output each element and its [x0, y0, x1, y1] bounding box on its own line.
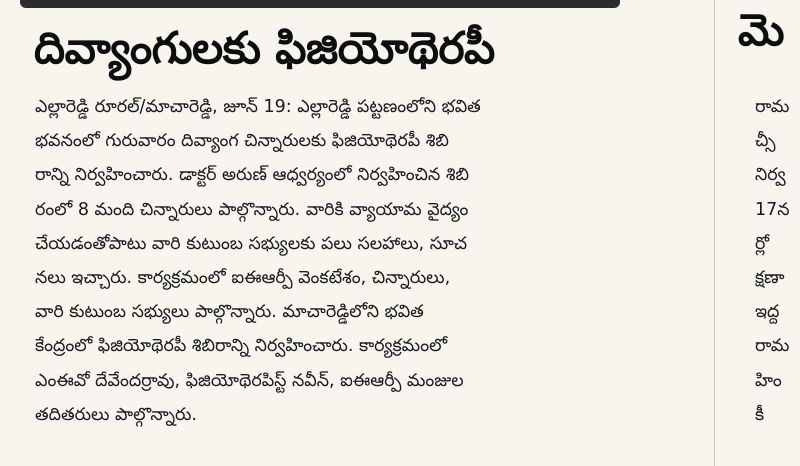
body-line: కేంద్రంలో ఫిజియోథెరపీ శిబిరాన్ని నిర్వహించారు. కార్యక్రమంలో [35, 336, 448, 357]
body-line: రంలో 8 మంది చిన్నారులు పాల్గొన్నారు. వారికి వ్యాయామ వైద్యం [35, 199, 469, 220]
adjacent-line: హిం [755, 370, 782, 391]
cropped-previous-headline [20, 0, 630, 10]
body-line: నలు ఇచ్చారు. కార్యక్రమంలో ఐఈఆర్పీ వెంకటేశం, చిన్నారులు, [35, 268, 451, 289]
adjacent-line: క్షణా [755, 268, 785, 289]
column-divider [714, 0, 715, 466]
adjacent-line: చ్సీ [755, 131, 776, 152]
body-line: ఎంఈవో దేవేందర్రావు, ఫిజియోథెరపిస్ట్ నవీన్, ఐఈఆర్పీ మంజుల [35, 370, 464, 391]
body-line: చేయడంతోపాటు వారి కుటుంబ సభ్యులకు పలు సలహాలు, సూచ [35, 233, 468, 254]
body-line: తదితరులు పాల్గొన్నారు. [35, 404, 197, 425]
adjacent-line: రామ [755, 336, 790, 357]
body-line: వారి కుటుంబ సభ్యులు పాల్గొన్నారు. మాచారెడ్డిలోని భవిత [35, 302, 424, 323]
adjacent-line: రామ [755, 97, 790, 117]
cropped-text-strip [20, 0, 620, 8]
article-body [35, 90, 685, 432]
adjacent-line: నిర్వ [755, 165, 786, 186]
article-headline: దివ్యాంగులకు ఫిజియోథెరపీ [34, 23, 495, 74]
adjacent-line: ఇద్ద [755, 302, 780, 323]
body-line: ఎల్లారెడ్డి రూరల్/మాచారెడ్డి, జూన్ 19: ఎల్లారెడ్డి పట్టణంలోని భవిత [35, 97, 481, 117]
body-line: రాన్ని నిర్వహించారు. డాక్టర్ అరుణ్ ఆధ్వర్యంలో నిర్వహించిన శిబి [35, 165, 469, 186]
adjacent-line: కీ [755, 404, 765, 425]
body-line: భవనంలో గురువారం దివ్యాంగ చిన్నారులకు ఫిజియోథెరపీ శిబి [35, 131, 449, 152]
adjacent-line: 17న [755, 199, 790, 220]
adjacent-headline-fragment: మె [738, 5, 785, 56]
adjacent-column-text [755, 90, 800, 432]
adjacent-line: ర్లో [755, 233, 770, 254]
